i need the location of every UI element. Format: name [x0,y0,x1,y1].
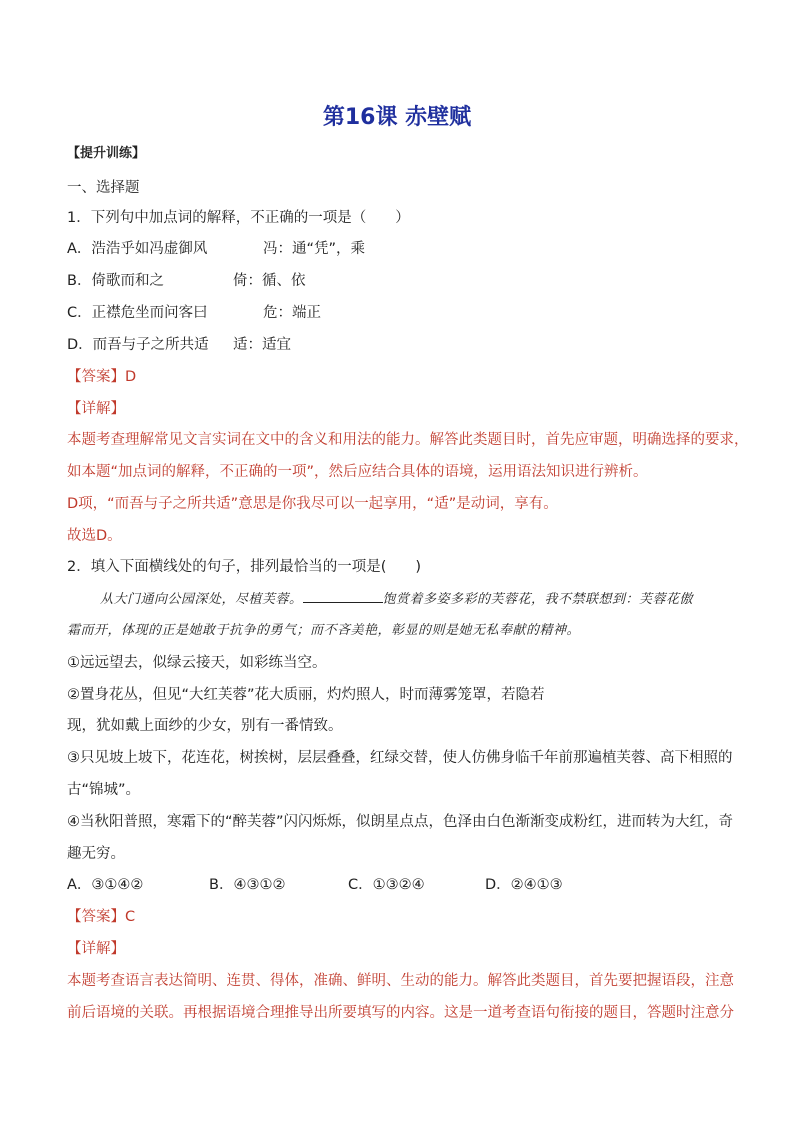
q1-option-c: C．正襟危坐而问客曰 [67,305,208,321]
q2-item-2-cont: 现，犹如戴上面纱的少女，别有一番情致。 [67,718,343,734]
q1-detail-line-3: D项，“而吾与子之所共适”意思是你我尽可以一起享用，“适”是动词，享有。 [67,496,558,512]
q2-item-1: ①远远望去，似绿云接天，如彩练当空。 [67,655,327,671]
q2-option-c: C．①③②④ [348,877,425,893]
q1-detail-line-2: 如本题“加点词的解释，不正确的一项”，然后应结合具体的语境，运用语法知识进行辨析。 [67,464,648,480]
q2-option-a: A．③①④② [67,877,144,893]
q2-passage-before: 从大门通向公园深处，尽植芙蓉。 [100,592,303,607]
q1-detail-label: 【详解】 [67,401,125,417]
part-heading: 一、选择题 [67,180,140,196]
q2-item-4-cont: 趣无穷。 [67,846,125,862]
q1-option-d-gloss: 适：适宜 [233,337,291,353]
q2-item-3-cont: 古“锦城”。 [67,782,141,798]
q1-option-b-gloss: 倚：循、依 [233,273,306,289]
page-title: 第16课 赤壁赋 [322,105,472,130]
q1-option-b: B．倚歌而和之 [67,273,164,289]
q2-item-2: ②置身花丛，但见“大红芙蓉”花大质丽，灼灼照人，时而薄雾笼罩，若隐若 [67,687,545,703]
q2-passage-line-2: 霜而开，体现的正是她敢于抗争的勇气；而不吝美艳，彰显的则是她无私奉献的精神。 [67,623,581,638]
q2-option-d: D．②④①③ [485,877,563,893]
q2-passage-line-1 [100,589,693,610]
q2-detail-line-2: 前后语境的关联。再根据语境合理推导出所要填写的内容。这是一道考查语句衔接的题目，答题时注意分 [67,1005,734,1021]
question-2-stem: 2．填入下面横线处的句子，排列最恰当的一项是( ) [67,559,422,575]
q1-conclusion: 故选D。 [67,528,122,544]
q2-answer-blank [303,589,383,603]
q1-answer: 【答案】D [67,369,137,385]
q1-option-a: A．浩浩乎如冯虚御风 [67,241,208,257]
q2-detail-line-1: 本题考查语言表达简明、连贯、得体，准确、鲜明、生动的能力。解答此类题目，首先要把握语段，注意 [67,973,734,989]
q2-passage-after: 饱赏着多姿多彩的芙蓉花，我不禁联想到：芙蓉花傲 [382,592,694,607]
q2-detail-label: 【详解】 [67,941,125,957]
q2-answer: 【答案】C [67,909,136,925]
section-label: 【提升训练】 [67,146,146,161]
q1-option-d: D．而吾与子之所共适 [67,337,209,353]
q1-detail-line-1: 本题考查理解常见文言实词在文中的含义和用法的能力。解答此类题目时，首先应审题，明确选择的要求， [67,432,749,448]
q1-option-c-gloss: 危：端正 [263,305,321,321]
question-1-stem: 1．下列句中加点词的解释，不正确的一项是（ ） [67,210,410,226]
q2-option-b: B．④③①② [209,877,286,893]
q2-item-4: ④当秋阳普照，寒霜下的“醉芙蓉”闪闪烁烁，似朗星点点，色泽由白色渐渐变成粉红，进而转为大红，奇 [67,814,734,830]
q1-option-a-gloss: 冯：通“凭”，乘 [263,241,366,257]
q2-item-3: ③只见坡上坡下，花连花，树挨树，层层叠叠，红绿交替，使人仿佛身临千年前那遍植芙蓉、高下相照的 [67,750,733,766]
